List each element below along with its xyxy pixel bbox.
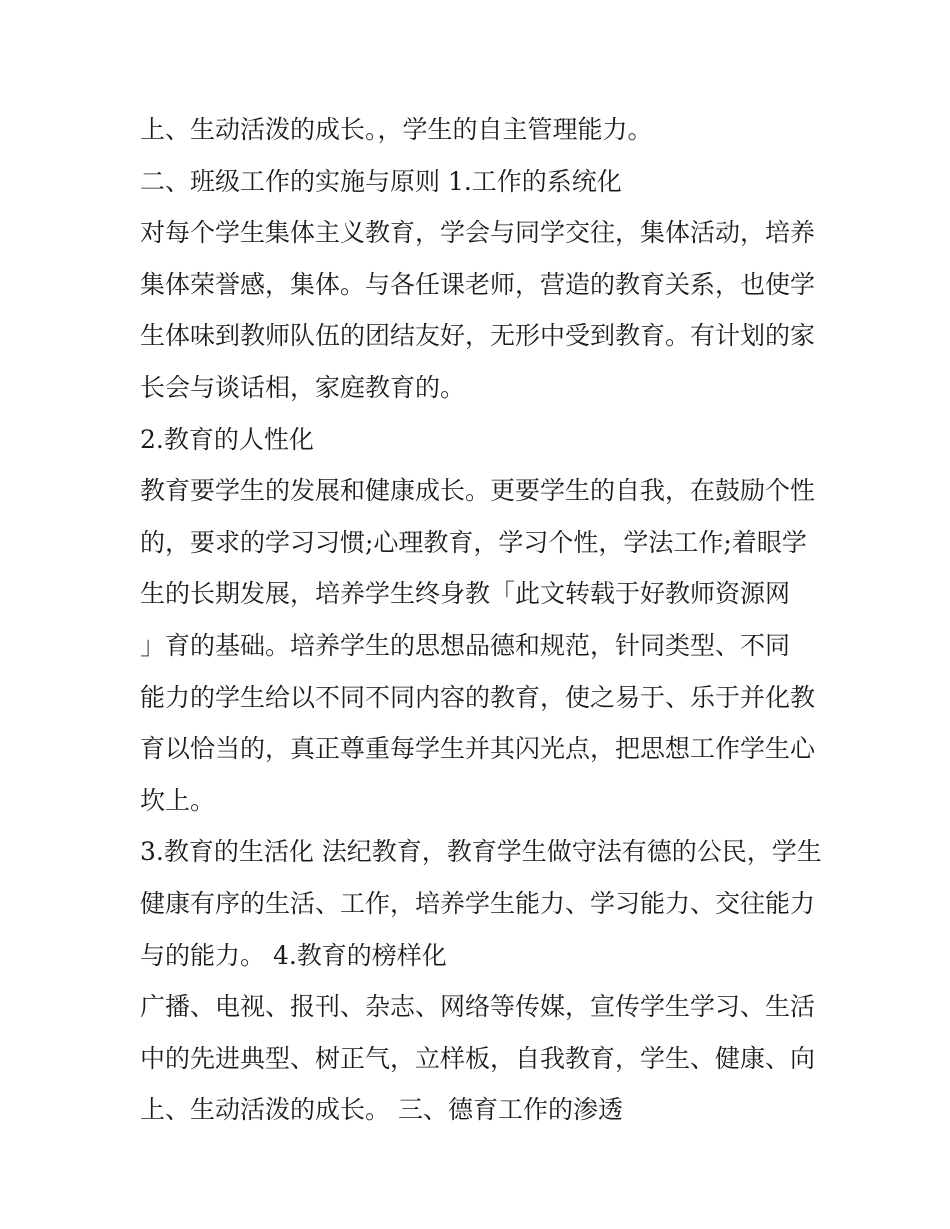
text-line: 上、生动活泼的成长。 三、德育工作的渗透 (140, 1095, 623, 1125)
text-line: 能力的学生给以不同不同内容的教育，使之易于、乐于并化教 (140, 682, 816, 712)
text-line: 坎上。 (140, 785, 216, 815)
text-line: 的，要求的学习习惯;心理教育，学习个性，学法工作;着眼学 (140, 527, 807, 557)
text-line: 与的能力。 4.教育的榜样化 (140, 940, 447, 970)
text-line: 」育的基础。培养学生的思想品德和规范，针同类型、不同 (140, 630, 791, 660)
text-line: 长会与谈话相，家庭教育的。 (140, 372, 466, 402)
section-heading: 二、班级工作的实施与原则 1.工作的系统化 (140, 166, 622, 196)
text-line: 育以恰当的，真正尊重每学生并其闪光点，把思想工作学生心 (140, 734, 816, 764)
text-line: 广播、电视、报刊、杂志、网络等传媒，宣传学生学习、生活 (140, 992, 816, 1022)
document-body (140, 104, 820, 1136)
text-line: 3.教育的生活化 法纪教育，教育学生做守法有德的公民，学生 (140, 837, 822, 867)
text-line: 生体味到教师队伍的团结友好，无形中受到教育。有计划的家 (140, 321, 816, 351)
text-line: 中的先进典型、树正气，立样板，自我教育，学生、健康、向 (140, 1043, 816, 1073)
text-line: 教育要学生的发展和健康成长。更要学生的自我，在鼓励个性 (140, 476, 816, 506)
text-line: 生的长期发展，培养学生终身教「此文转载于好教师资源网 (140, 579, 791, 609)
subsection-heading: 2.教育的人性化 (140, 424, 314, 454)
text-line: 健康有序的生活、工作，培养学生能力、学习能力、交往能力 (140, 888, 816, 918)
text-line: 上、生动活泼的成长。，学生的自主管理能力。 (140, 115, 653, 144)
text-line: 集体荣誉感，集体。与各任课老师，营造的教育关系，也使学 (140, 269, 816, 299)
text-line: 对每个学生集体主义教育，学会与同学交往，集体活动，培养 (140, 218, 816, 248)
